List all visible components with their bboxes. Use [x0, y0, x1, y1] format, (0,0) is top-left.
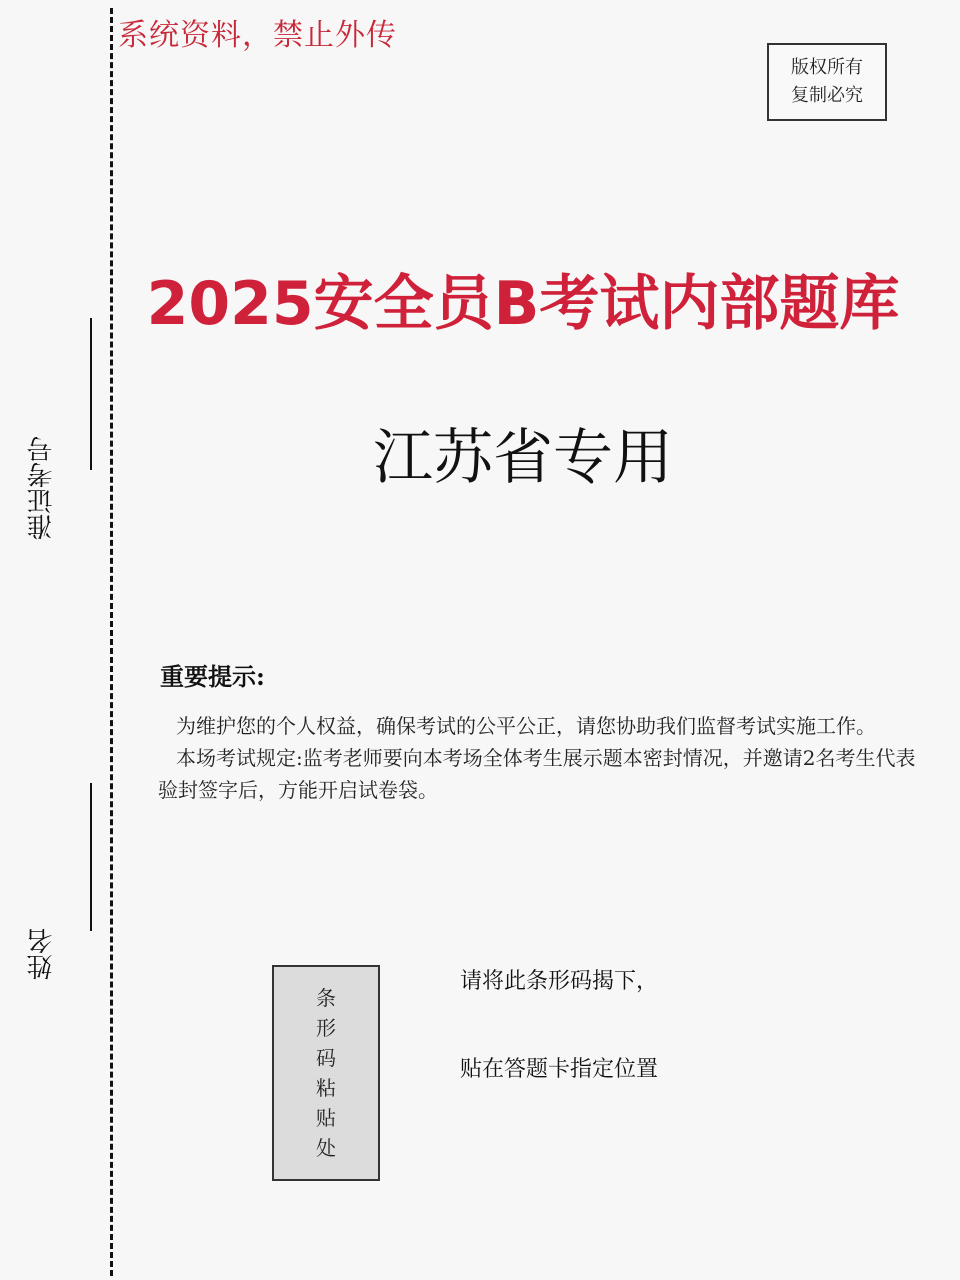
barcode-instruction-1: 请将此条形码揭下， — [460, 969, 659, 994]
notice-paragraph-2: 本场考试规定:监考老师要向本考场全体考生展示题本密封情况，并邀请2名考生代表验封签字后，方能开启试卷袋。 — [158, 746, 916, 802]
document-subtitle: 江苏省专用 — [373, 423, 673, 493]
barcode-area-label: 条形码粘贴处 — [316, 986, 336, 1160]
exam-id-write-line — [90, 318, 92, 470]
barcode-sticker-area — [272, 965, 380, 1181]
binding-dashed-line — [110, 8, 113, 1276]
copyright-line-1: 版权所有 — [791, 57, 863, 78]
notice-body — [158, 710, 920, 806]
notice-heading: 重要提示: — [160, 662, 265, 691]
name-label: 姓名 — [27, 928, 57, 980]
document-title: 2025安全员B考试内部题库 — [146, 269, 900, 339]
notice-paragraph-1: 为维护您的个人权益，确保考试的公平公正，请您协助我们监督考试实施工作。 — [176, 714, 876, 738]
barcode-instruction-2: 贴在答题卡指定位置 — [460, 1057, 659, 1082]
exam-id-label: 准证考号 — [27, 436, 57, 540]
confidential-warning: 系统资料，禁止外传 — [118, 18, 397, 53]
name-write-line — [90, 783, 92, 931]
copyright-stamp — [767, 43, 887, 121]
copyright-line-2: 复制必究 — [791, 85, 863, 106]
